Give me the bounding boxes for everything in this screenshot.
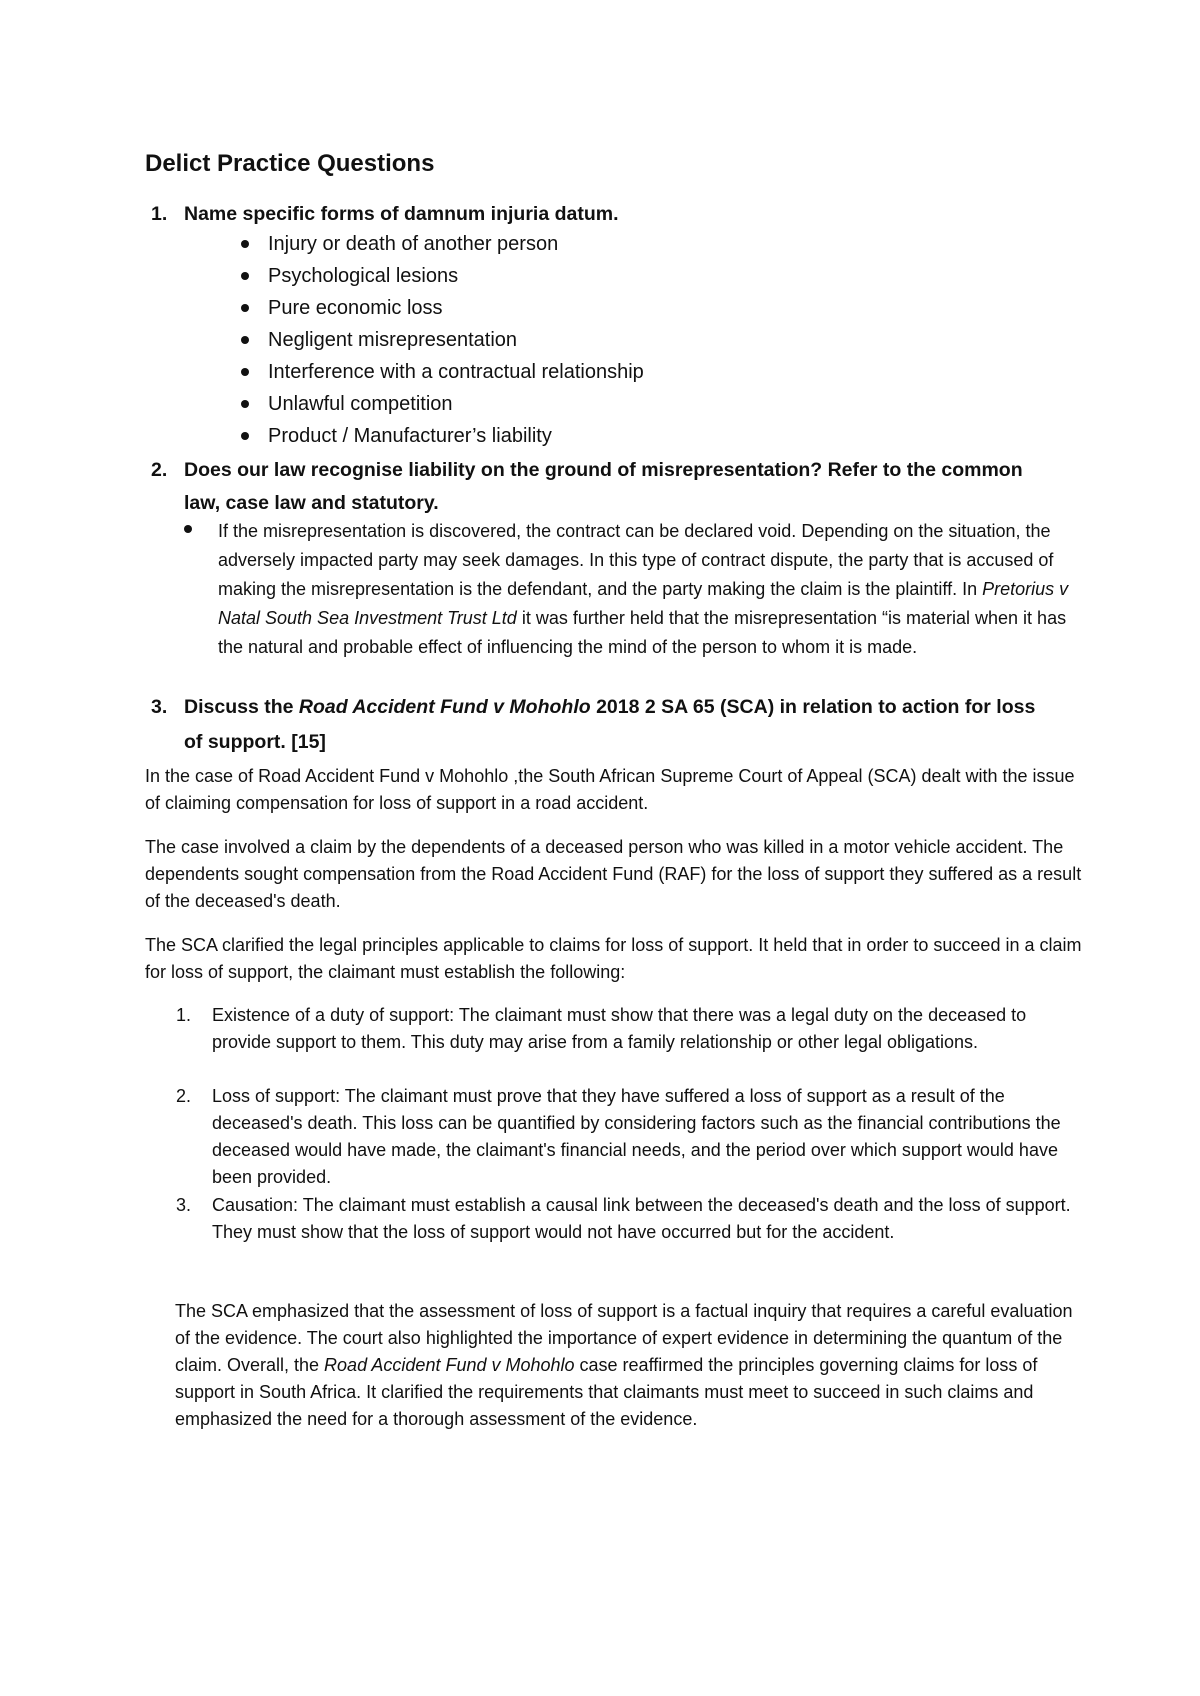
question-2 bbox=[151, 454, 1084, 520]
bullet-icon bbox=[184, 525, 192, 533]
question-text: Name specific forms of damnum injuria datum. bbox=[184, 203, 619, 225]
list-item: Pure economic loss bbox=[268, 292, 443, 324]
bullet-icon bbox=[241, 304, 249, 312]
question-text-line-1: Does our law recognise liability on the ground of misrepresentation? Refer to the common bbox=[184, 459, 1023, 481]
case-citation: Road Accident Fund v Mohohlo bbox=[298, 696, 591, 718]
paragraph: In the case of Road Accident Fund v Mohohlo ,the South African Supreme Court of Appeal (SCA) dealt with the issue of claiming compensation for loss of support in a road accident. bbox=[145, 766, 1075, 813]
bullet-icon bbox=[241, 368, 249, 376]
question-number: 2. bbox=[151, 459, 168, 481]
question-number: 3. bbox=[151, 696, 168, 718]
question-3: 3. Discuss the Road Accident Fund v Mohohlo 2018 2 SA 65 (SCA) in relation to action for loss of support. [15] bbox=[184, 690, 1084, 760]
list-item: Negligent misrepresentation bbox=[268, 324, 517, 356]
list-item: Psychological lesions bbox=[268, 260, 458, 292]
question-text-line-2: of support. [15] bbox=[184, 731, 326, 753]
list-item: Injury or death of another person bbox=[268, 228, 558, 260]
question-2-answer: If the misrepresentation is discovered, the contract can be declared void. Depending on the situation, the adversely impacted party may seek damages. In this type of contract dispute, the party that is accused of making the misrepresentation is the defendant, and the party making the claim is the plaintiff. In Pretorius v Natal South Sea Investment Trust Ltd it was further held that the misrepresentation “is material when it has the natural and probable effect of influencing the mind of the person to whom it is made. bbox=[218, 517, 1078, 662]
paragraph: The SCA clarified the legal principles applicable to claims for loss of support. It held that in order to succeed in a claim for loss of support, the claimant must establish the following: bbox=[145, 935, 1082, 982]
list-item: 1. Existence of a duty of support: The claimant must show that there was a legal duty on the deceased to provide support to them. This duty may arise from a family relationship or other legal obligations. bbox=[176, 1005, 1027, 1052]
paragraph: The case involved a claim by the dependents of a deceased person who was killed in a motor vehicle accident. The dependents sought compensation from the Road Accident Fund (RAF) for the loss of support they suffered as a result of the deceased's death. bbox=[145, 837, 1082, 911]
question-text-line-2: law, case law and statutory. bbox=[184, 492, 439, 514]
bullet-icon bbox=[241, 336, 249, 344]
bullet-icon bbox=[241, 272, 249, 280]
case-citation: Road Accident Fund v Mohohlo bbox=[324, 1355, 575, 1375]
case-citation: Pretorius v Natal South Sea Investment Trust Ltd bbox=[218, 579, 1069, 628]
list-item: 2. Loss of support: The claimant must prove that they have suffered a loss of support as a result of the deceased's death. This loss can be quantified by considering factors such as the financial contributions the deceased would have made, the claimant's financial needs, and the period over which support would have been provided. bbox=[176, 1086, 1061, 1187]
bullet-icon bbox=[241, 432, 249, 440]
bullet-icon bbox=[241, 240, 249, 248]
conclusion-paragraph: The SCA emphasized that the assessment of loss of support is a factual inquiry that requires a careful evaluation of the evidence. The court also highlighted the importance of expert evidence in determining the quantum of the claim. Overall, the Road Accident Fund v Mohohlo case reaffirmed the principles governing claims for loss of support in South Africa. It clarified the requirements that claimants must meet to succeed in such claims and emphasized the need for a thorough assessment of the evidence. bbox=[175, 1301, 1073, 1429]
page-title: Delict Practice Questions bbox=[145, 150, 435, 177]
list-item: Unlawful competition bbox=[268, 388, 453, 420]
list-item: Interference with a contractual relationship bbox=[268, 356, 644, 388]
bullet-icon bbox=[241, 400, 249, 408]
list-item: Product / Manufacturer’s liability bbox=[268, 420, 552, 452]
question-1 bbox=[151, 198, 619, 231]
question-number: 1. bbox=[151, 203, 168, 225]
list-item: 3. Causation: The claimant must establish a causal link between the deceased's death and the loss of support. They must show that the loss of support would not have occurred but for the accident. bbox=[176, 1195, 1071, 1242]
